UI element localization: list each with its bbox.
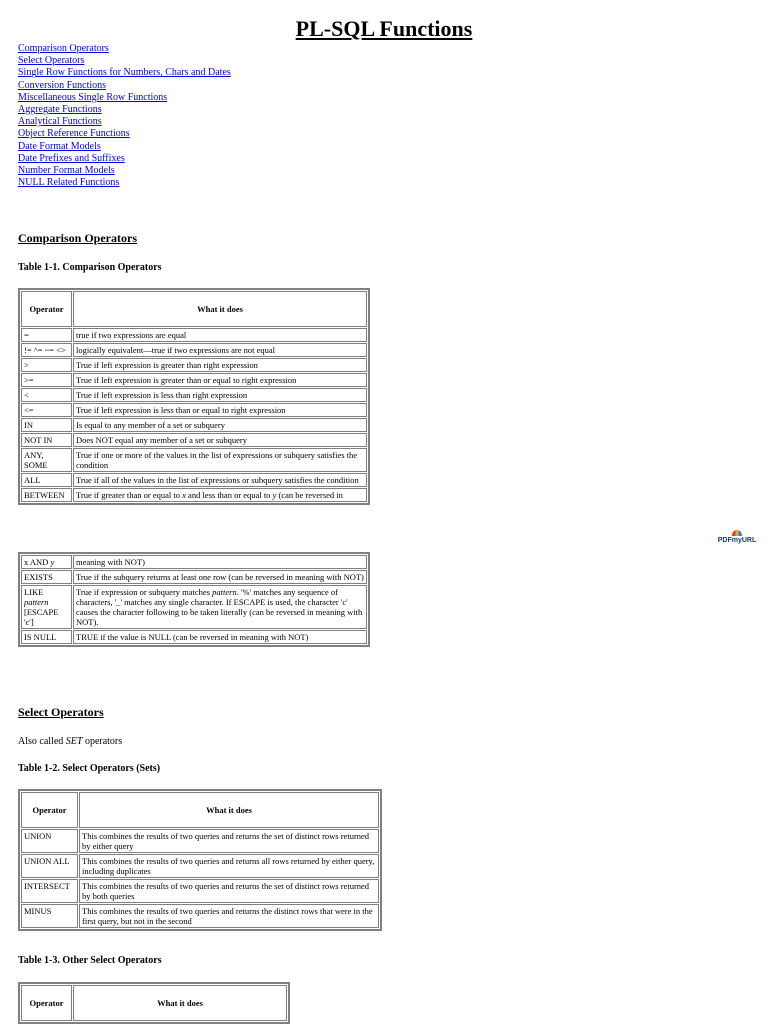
description-cell: logically equivalent—true if two expressions are not equal	[73, 343, 367, 357]
paragraph-text: Also called	[18, 736, 66, 747]
paragraph-text: operators	[82, 736, 123, 747]
description-text: True if greater than or equal to	[76, 490, 183, 500]
operator-cell: IN	[21, 418, 72, 432]
description-text: True if expression or subquery matches	[76, 587, 213, 597]
operator-cell: >	[21, 358, 72, 372]
description-var: y	[272, 490, 277, 500]
table-row	[21, 904, 379, 928]
description-cell: True if left expression is greater than right expression	[73, 358, 367, 372]
description-cell: True if the subquery returns at least one row (can be reversed in meaning with NOT)	[73, 570, 367, 584]
description-cell: TRUE if the value is NULL (can be reversed in meaning with NOT)	[73, 630, 367, 644]
toc-link-comparison-operators[interactable]: Comparison Operators	[18, 43, 109, 54]
operator-cell: <	[21, 388, 72, 402]
toc-link-single-row-functions[interactable]: Single Row Functions for Numbers, Chars and Dates	[18, 67, 231, 79]
description-text: . '%' matches any sequence of characters, '_' matches any single character. If ESCAPE is used, the character 'c' causes the character following to be taken literally (can be reversed in meaning with NOT).	[76, 587, 363, 627]
operator-text: x AND	[24, 557, 51, 567]
toc-link-analytical-functions[interactable]: Analytical Functions	[18, 116, 102, 128]
description-cell: True if left expression is less than or equal to right expression	[73, 403, 367, 417]
operator-cell: >=	[21, 373, 72, 387]
table-caption-comparison: Table 1-1. Comparison Operators	[18, 262, 162, 273]
toc-link-conversion-functions[interactable]: Conversion Functions	[18, 79, 107, 91]
toc-link-misc-single-row-functions[interactable]: Miscellaneous Single Row Functions	[18, 91, 168, 103]
table-row	[21, 373, 367, 387]
table-row	[21, 433, 367, 447]
pdfmyurl-watermark	[716, 530, 758, 546]
description-cell	[73, 585, 367, 629]
operator-cell: NOT IN	[21, 433, 72, 447]
toc-link-object-reference-functions[interactable]: Object Reference Functions	[18, 128, 130, 140]
other-select-operators-table	[18, 982, 290, 1024]
table-row	[21, 448, 367, 472]
table-row	[21, 418, 367, 432]
column-header-operator: Operator	[21, 291, 72, 327]
description-var: x	[182, 490, 186, 500]
operator-cell: MINUS	[21, 904, 78, 928]
operator-var: pattern	[24, 597, 49, 607]
column-header-what-it-does: What it does	[73, 985, 287, 1021]
operator-text: LIKE	[24, 587, 44, 597]
section-heading-comparison: Comparison Operators	[18, 231, 137, 245]
description-cell: True if one or more of the values in the list of expressions or subquery satisfies the condition	[73, 448, 367, 472]
table-row	[21, 343, 367, 357]
table-header-row	[21, 792, 379, 828]
operator-cell: IS NULL	[21, 630, 72, 644]
toc-link-date-prefixes-suffixes[interactable]: Date Prefixes and Suffixes	[18, 152, 125, 164]
operator-text: [ESCAPE 'c']	[24, 607, 59, 627]
toc-link-date-format-models[interactable]: Date Format Models	[18, 140, 101, 152]
table-header-row	[21, 985, 287, 1021]
operator-cell: UNION	[21, 829, 78, 853]
comparison-operators-table-continued	[18, 552, 370, 647]
operator-cell: UNION ALL	[21, 854, 78, 878]
pdfmyurl-text: PDFmyURL	[717, 537, 757, 544]
page-title: PL-SQL Functions	[295, 16, 473, 41]
column-header-what-it-does: What it does	[79, 792, 379, 828]
toc-link-aggregate-functions[interactable]: Aggregate Functions	[18, 104, 102, 116]
operator-cell: ANY, SOME	[21, 448, 72, 472]
description-text: and less than or equal to	[185, 490, 273, 500]
table-row	[21, 854, 379, 878]
table-row	[21, 630, 367, 644]
column-header-what-it-does: What it does	[73, 291, 367, 327]
operator-cell: INTERSECT	[21, 879, 78, 903]
description-cell: This combines the results of two queries and returns the set of distinct rows returned by both queries	[79, 879, 379, 903]
description-cell: meaning with NOT)	[73, 555, 367, 569]
description-cell	[73, 488, 367, 502]
operator-cell: <=	[21, 403, 72, 417]
description-cell: true if two expressions are equal	[73, 328, 367, 342]
pdfmyurl-logo-icon	[732, 530, 742, 536]
operator-cell: BETWEEN	[21, 488, 72, 502]
column-header-operator: Operator	[21, 792, 78, 828]
description-cell: True if all of the values in the list of expressions or subquery satisfies the condition	[73, 473, 367, 487]
description-cell: True if left expression is less than right expression	[73, 388, 367, 402]
toc-link-null-related-functions[interactable]: NULL Related Functions	[18, 177, 120, 189]
operator-cell	[21, 585, 72, 629]
table-row	[21, 328, 367, 342]
select-intro-paragraph	[18, 736, 122, 747]
description-cell: This combines the results of two queries and returns the set of distinct rows returned by either query	[79, 829, 379, 853]
operator-cell: EXISTS	[21, 570, 72, 584]
description-var: pattern	[212, 587, 237, 597]
paragraph-em: SET	[65, 736, 83, 747]
table-row	[21, 358, 367, 372]
description-cell: True if left expression is greater than or equal to right expression	[73, 373, 367, 387]
page-break	[0, 530, 768, 553]
table-row	[21, 403, 367, 417]
comparison-operators-table	[18, 288, 370, 505]
table-row	[21, 879, 379, 903]
table-row	[21, 555, 367, 569]
description-cell: Is equal to any member of a set or subquery	[73, 418, 367, 432]
select-operators-table	[18, 789, 382, 931]
section-heading-select: Select Operators	[18, 705, 104, 719]
toc-link-number-format-models[interactable]: Number Format Models	[18, 165, 115, 177]
table-row	[21, 570, 367, 584]
operator-var: y	[50, 557, 55, 567]
column-header-operator: Operator	[21, 985, 72, 1021]
operator-cell: ALL	[21, 473, 72, 487]
table-caption-select: Table 1-2. Select Operators (Sets)	[18, 763, 161, 774]
operator-cell: =	[21, 328, 72, 342]
table-row	[21, 488, 367, 502]
table-row	[21, 388, 367, 402]
operator-cell	[21, 555, 72, 569]
toc-link-select-operators[interactable]: Select Operators	[18, 55, 85, 67]
description-cell: This combines the results of two queries and returns all rows returned by either query, including duplicates	[79, 854, 379, 878]
table-header-row	[21, 291, 367, 327]
description-cell: This combines the results of two queries and returns the distinct rows that were in the first query, but not in the second	[79, 904, 379, 928]
table-row	[21, 829, 379, 853]
table-of-contents	[18, 43, 231, 189]
table-caption-other: Table 1-3. Other Select Operators	[18, 955, 162, 966]
operator-cell: != ^= ~= <>	[21, 343, 72, 357]
table-row	[21, 585, 367, 629]
description-text: (can be reversed in	[276, 490, 343, 500]
description-cell: Does NOT equal any member of a set or subquery	[73, 433, 367, 447]
table-row	[21, 473, 367, 487]
